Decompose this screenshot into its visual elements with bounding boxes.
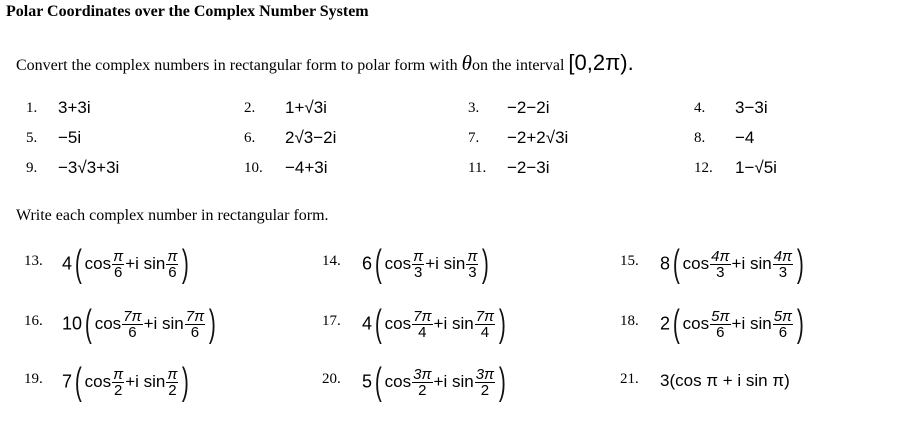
coefficient: 7	[62, 371, 73, 392]
fraction	[710, 249, 730, 280]
fraction-denominator: 6	[168, 263, 177, 281]
coefficient: 10	[62, 313, 83, 334]
left-paren: (	[374, 303, 382, 345]
problem-expression: 1−√5i	[735, 158, 777, 177]
problem-expression	[62, 363, 192, 401]
fraction-numerator: π	[167, 247, 178, 265]
problem-number: 6.	[244, 130, 256, 146]
problem-expression: −4	[735, 128, 755, 147]
instructions-polar	[16, 50, 634, 76]
cos-label: cos	[384, 314, 412, 333]
problem-expression: −3√3+3i	[58, 158, 120, 177]
problem-number: 10.	[244, 160, 263, 176]
problem-expression: −2+2√3i	[507, 128, 569, 147]
isin-label: +i sin	[125, 254, 166, 273]
fraction	[112, 249, 124, 280]
problem-number: 17.	[322, 313, 341, 329]
fraction-numerator: π	[413, 247, 424, 265]
problem-expression: 1+√3i	[285, 98, 327, 117]
problem-number: 20.	[322, 371, 341, 387]
fraction-denominator: 4	[480, 323, 490, 341]
right-paren: )	[498, 303, 506, 345]
cos-label: cos	[682, 314, 710, 333]
right-paren: )	[796, 303, 804, 345]
right-paren: )	[482, 243, 490, 285]
left-paren: (	[74, 361, 82, 403]
fraction	[185, 309, 205, 340]
cos-label: cos	[94, 314, 122, 333]
cos-label: cos	[84, 254, 112, 273]
left-paren: (	[672, 303, 680, 345]
coefficient: 4	[362, 313, 373, 334]
page-title: Polar Coordinates over the Complex Number System	[6, 3, 369, 20]
fraction	[412, 309, 432, 340]
problem-number: 13.	[24, 253, 43, 269]
problem-expression	[362, 245, 492, 283]
fraction-denominator: 3	[778, 263, 788, 281]
right-paren: )	[796, 243, 804, 285]
isin-label: +i sin	[731, 314, 772, 333]
fraction	[773, 249, 793, 280]
isin-label: +i sin	[125, 372, 166, 391]
cos-label: cos	[84, 372, 112, 391]
fraction	[122, 309, 142, 340]
instructions-rectangular: Write each complex number in rectangular form.	[16, 207, 329, 224]
problem-number: 15.	[620, 253, 639, 269]
fraction-denominator: 2	[418, 381, 427, 399]
right-paren: )	[182, 243, 190, 285]
fraction-numerator: π	[467, 247, 478, 265]
problem-expression: 3+3i	[58, 98, 91, 117]
cos-label: cos	[384, 372, 412, 391]
fraction-denominator: 2	[114, 381, 123, 399]
isin-label: +i sin	[433, 314, 474, 333]
fraction-numerator: 3π	[475, 365, 495, 383]
problem-number: 16.	[24, 313, 43, 329]
problem-expression: −2−2i	[507, 98, 550, 117]
coefficient: 6	[362, 253, 373, 274]
interval-notation: [0,2π).	[568, 50, 634, 75]
fraction-denominator: 6	[114, 263, 123, 281]
fraction-denominator: 2	[480, 381, 490, 399]
problem-expression: −4+3i	[285, 158, 328, 177]
instructions-polar-text-2: on the interval	[471, 57, 565, 74]
fraction	[112, 367, 124, 398]
problem-number: 8.	[694, 130, 706, 146]
fraction-numerator: 7π	[413, 307, 432, 325]
left-paren: (	[374, 361, 382, 403]
problem-number: 2.	[244, 100, 256, 116]
coefficient: 5	[362, 371, 373, 392]
fraction	[166, 367, 178, 398]
fraction-numerator: 5π	[773, 307, 793, 325]
fraction-denominator: 6	[190, 323, 200, 341]
fraction-denominator: 6	[778, 323, 788, 341]
coefficient: 8	[660, 253, 671, 274]
fraction	[412, 367, 432, 398]
fraction	[710, 309, 730, 340]
problem-expression	[362, 305, 509, 343]
fraction-numerator: 3π	[413, 365, 432, 383]
isin-label: +i sin	[143, 314, 184, 333]
problem-number: 18.	[620, 313, 639, 329]
fraction	[166, 249, 178, 280]
fraction-numerator: 4π	[773, 247, 793, 265]
fraction	[412, 249, 424, 280]
right-paren: )	[182, 361, 190, 403]
fraction-numerator: 7π	[123, 307, 142, 325]
problem-number: 11.	[468, 160, 487, 176]
problem-number: 14.	[322, 253, 341, 269]
right-paren: )	[498, 361, 506, 403]
fraction-numerator: 7π	[475, 307, 495, 325]
coefficient: 4	[62, 253, 73, 274]
cos-label: cos	[384, 254, 412, 273]
problem-number: 21.	[620, 371, 639, 387]
isin-label: +i sin	[425, 254, 466, 273]
problem-expression: 3−3i	[735, 98, 768, 117]
isin-label: +i sin	[433, 372, 474, 391]
fraction	[773, 309, 793, 340]
fraction-numerator: 5π	[711, 307, 730, 325]
left-paren: (	[672, 243, 680, 285]
fraction-denominator: 6	[128, 323, 137, 341]
problem-number: 19.	[24, 371, 43, 387]
fraction-numerator: π	[113, 247, 124, 265]
fraction-denominator: 4	[418, 323, 427, 341]
fraction-numerator: 4π	[711, 247, 730, 265]
problem-expression	[62, 305, 219, 343]
isin-label: +i sin	[731, 254, 772, 273]
problem-number: 12.	[694, 160, 713, 176]
fraction-denominator: 3	[414, 263, 423, 281]
problem-expression	[660, 305, 807, 343]
fraction	[466, 249, 478, 280]
problem-number: 5.	[26, 130, 38, 146]
problem-number: 3.	[468, 100, 480, 116]
fraction-denominator: 2	[168, 381, 177, 399]
problem-expression	[362, 363, 509, 401]
fraction-denominator: 3	[468, 263, 477, 281]
problem-number: 9.	[26, 160, 38, 176]
left-paren: (	[374, 243, 382, 285]
cos-label: cos	[682, 254, 710, 273]
fraction-denominator: 6	[716, 323, 725, 341]
fraction	[475, 367, 495, 398]
left-paren: (	[74, 243, 82, 285]
problem-expression: 3(cos π + i sin π)	[660, 371, 790, 390]
coefficient: 2	[660, 313, 671, 334]
theta-symbol: θ	[461, 51, 472, 75]
fraction-denominator: 3	[716, 263, 725, 281]
problem-expression: 2√3−2i	[285, 128, 337, 147]
problem-expression: −5i	[58, 128, 82, 147]
problem-number: 7.	[468, 130, 480, 146]
left-paren: (	[84, 303, 92, 345]
fraction-numerator: π	[167, 365, 178, 383]
problem-number: 1.	[26, 100, 38, 116]
right-paren: )	[208, 303, 216, 345]
fraction-numerator: 7π	[185, 307, 205, 325]
problem-expression	[660, 245, 807, 283]
instructions-polar-text: Convert the complex numbers in rectangular form to polar form with	[16, 57, 458, 74]
fraction	[475, 309, 495, 340]
problem-expression: −2−3i	[507, 158, 550, 177]
problem-number: 4.	[694, 100, 706, 116]
fraction-numerator: π	[113, 365, 124, 383]
problem-expression	[62, 245, 192, 283]
